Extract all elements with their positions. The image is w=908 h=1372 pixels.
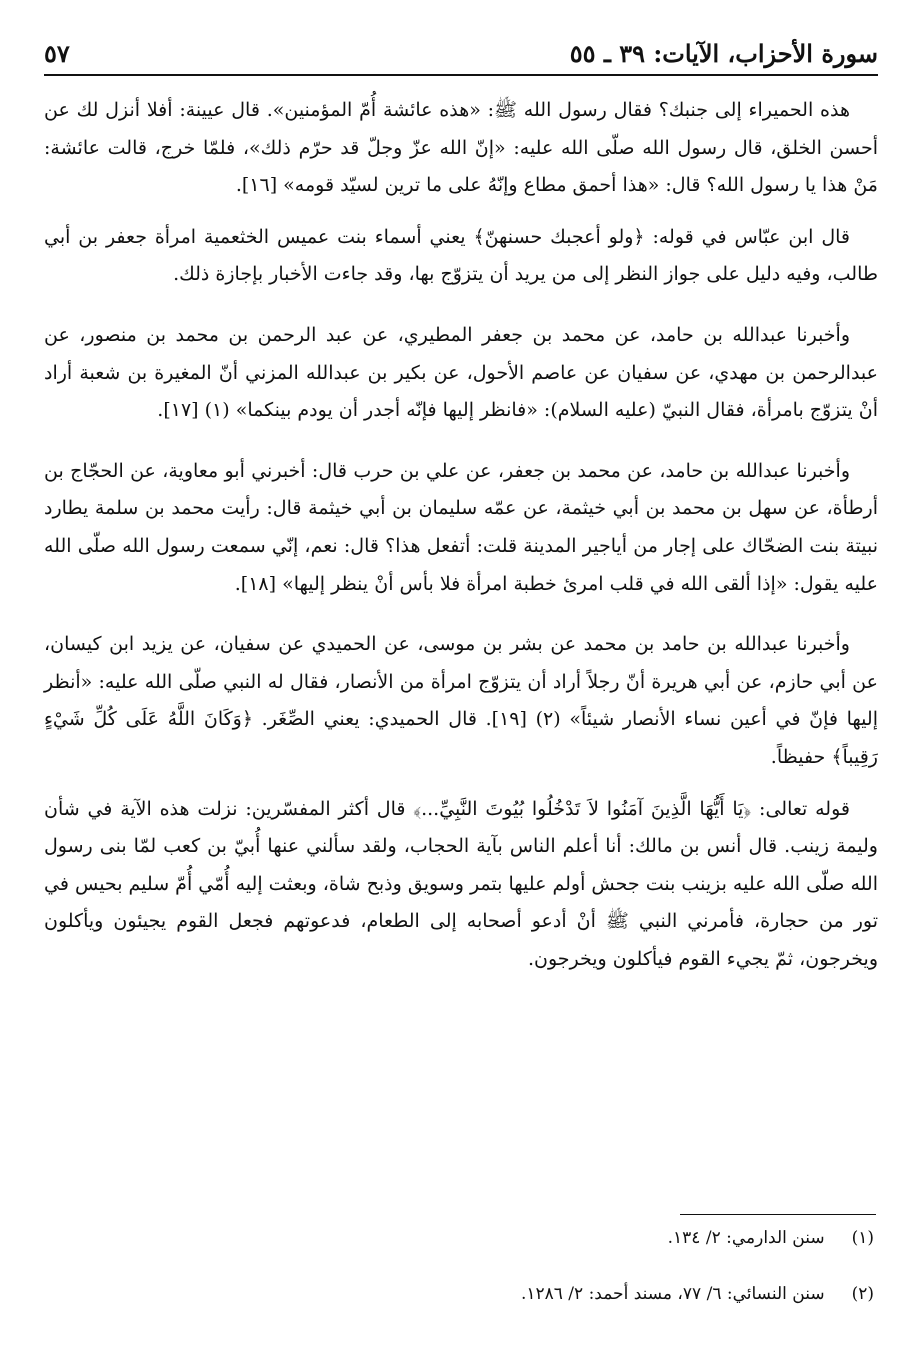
footnote-number: (١) <box>851 1228 874 1248</box>
paragraph: هذه الحميراء إلى جنبك؟ فقال رسول الله ﷺ: «هذه عائشة أُمّ المؤمنين». قال عيينة: أفلا أنزل لك عن أحسن الخلق، قال رسول الله صلّى الله عليه: «إنّ الله عزّ وجلّ قد حرّم ذلك»، فلمّا خرج، قالت عائشة: مَنْ هذا يا رسول الله؟ قال: «هذا أحمق مطاع وإنّهُ على ما ترين لسيّد قومه» [١٦]. <box>44 99 878 197</box>
running-title: سورة الأحزاب، الآيات: ٣٩ ـ ٥٥ <box>569 39 878 68</box>
paragraph: وأخبرنا عبدالله بن حامد، عن محمد بن جعفر، عن علي بن حرب قال: أخبرني أبو معاوية، عن الحجّاج بن أرطأة، عن سهل بن محمد بن أبي خيثمة، عن عمّه سليمان بن أبي خيثمة قال: رأيت محمد بن سلمة يطارد نبيتة بنت الضحّاك على إجار من أياجير المدينة قلت: أتفعل هذا؟ قال: نعم، إنّي سمعت رسول الله صلّى الله عليه يقول: «إذا ألقى الله في قلب امرئ خطبة امرأة فلا بأس أنْ ينظر إليها» [١٨]. <box>44 459 878 595</box>
footnotes <box>44 1222 874 1334</box>
footnote-number: (٢) <box>851 1284 874 1304</box>
paragraph: وأخبرنا عبدالله بن حامد، عن محمد بن جعفر المطيري، عن عبد الرحمن بن محمد بن منصور، عن عبدالرحمن بن مهدي، عن سفيان عن عاصم الأحول، عن بكير بن عبدالله المزني أنّ المغيرة بن شعبة أراد أنْ يتزوّج بامرأة، فقال النبيّ (عليه السلام): «فانظر إليها فإنّه أجدر أن يودم بينكما» (١) [١٧]. <box>44 323 878 422</box>
page-number: ٥٧ <box>44 39 70 68</box>
paragraph: قال ابن عبّاس في قوله: ﴿ولو أعجبك حسنهنّ﴾ يعني أسماء بنت عميس الخثعمية امرأة جعفر بن أبي طالب، وفيه دليل على جواز النظر إلى من يريد أن يتزوّج بها، وقد جاءت الأخبار بإجازة ذلك. <box>44 225 878 286</box>
footnote <box>44 1222 874 1254</box>
footnote <box>44 1278 874 1310</box>
page-header <box>44 28 878 76</box>
paragraph: قوله تعالى: ﴿يَا أَيُّهَا الَّذِينَ آمَنُوا لاَ تَدْخُلُوا بُيُوتَ النَّبِيِّ...﴾ قال أكثر المفسّرين: نزلت هذه الآية في شأن وليمة زينب. قال أنس بن مالك: أنا أعلم الناس بآية الحجاب، ولقد سألني عنها أُبيّ بن كعب لمّا بنى رسول الله صلّى الله عليه بزينب بنت جحش أولم عليها بتمر وسويق وذبح شاة، وبعثت إليه أُمّي أُمّ سليم بحيس في تور من حجارة، فأمرني النبي ﷺ أنْ أدعو أصحابه إلى الطعام، فدعوتهم فجعل القوم يجيئون ويأكلون ويخرجون، ثمّ يجيء القوم فيأكلون ويخرجون. <box>44 797 878 970</box>
paragraph: وأخبرنا عبدالله بن حامد بن محمد عن بشر بن موسى، عن الحميدي عن سفيان، عن يزيد ابن كيسان، عن أبي حازم، عن أبي هريرة أنّ رجلاً أراد أن يتزوّج امرأة من الأنصار، فقال له النبي صلّى الله عليه: «أنظر إليها فإنّ في أعين نساء الأنصار شيئاً» (٢) [١٩]. قال الحميدي: يعني الصِّغَر. ﴿وَكَانَ اللَّهُ عَلَى كُلِّ شَيْءٍ رَقِيباً﴾ حفيظاً. <box>44 633 878 768</box>
footnote-text: سنن النسائي: ٦/ ٧٧، مسند أحمد: ٢/ ١٢٨٦. <box>520 1284 825 1304</box>
body-text <box>44 92 878 1001</box>
footnote-separator <box>680 1214 876 1215</box>
footnote-text: سنن الدارمي: ٢/ ١٣٤. <box>667 1228 825 1248</box>
